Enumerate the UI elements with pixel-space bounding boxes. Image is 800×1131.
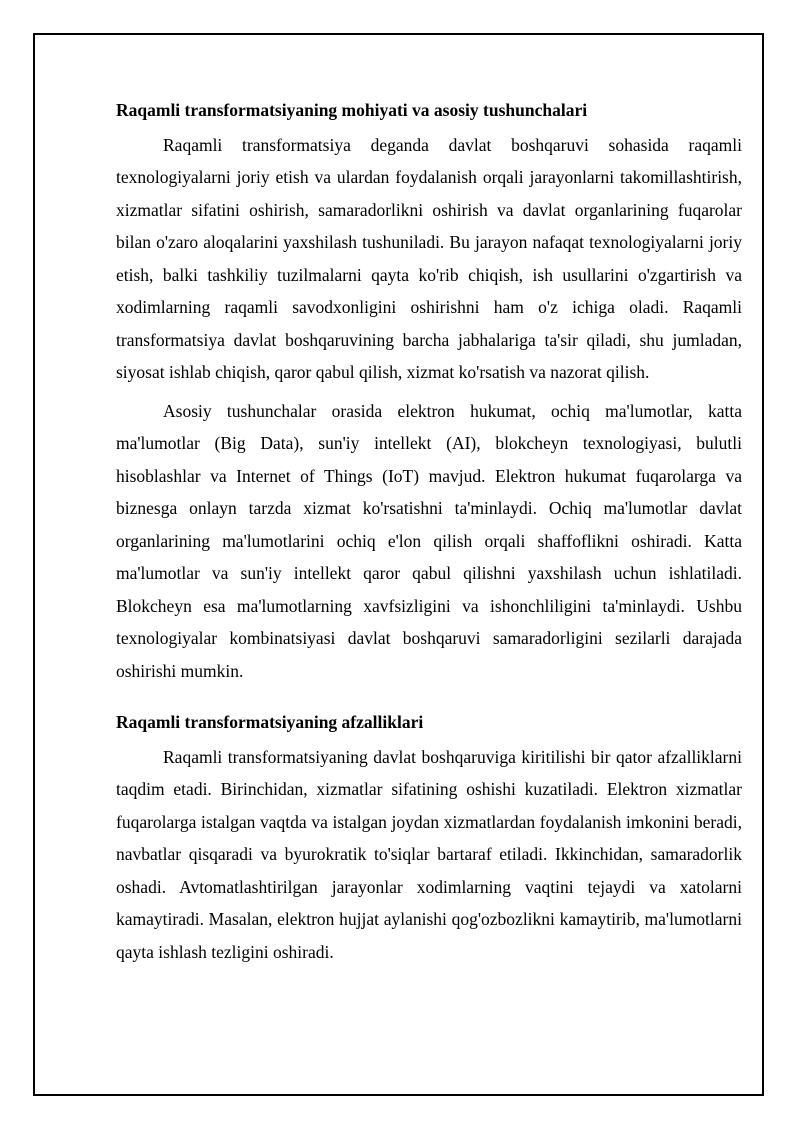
document-body bbox=[116, 94, 742, 968]
paragraph-key-concepts: Asosiy tushunchalar orasida elektron hukumat, ochiq ma'lumotlar, katta ma'lumotlar (Big Data), sun'iy intellekt (AI), blokcheyn texnologiyasi, bulutli hisoblashlar va Internet of Things (IoT) mavjud. Elektron hukumat fuqarolarga va biznesga onlayn tarzda xizmat ko'rsatishni ta'minlaydi. Ochiq ma'lumotlar davlat organlarining ma'lumotlarini ochiq e'lon qilish orqali shaffoflikni oshiradi. Katta ma'lumotlar va sun'iy intellekt qaror qabul qilishni yaxshilash uchun ishlatiladi. Blokcheyn esa ma'lumotlarning xavfsizligini va ishonchliligini ta'minlaydi. Ushbu texnologiyalar kombinatsiyasi davlat boshqaruvi samaradorligini sezilarli darajada oshirishi mumkin. bbox=[116, 400, 742, 681]
section-heading-advantages: Raqamli transformatsiyaning afzalliklari bbox=[116, 712, 424, 732]
section-heading-essence: Raqamli transformatsiyaning mohiyati va asosiy tushunchalari bbox=[116, 100, 588, 120]
paragraph-advantages: Raqamli transformatsiyaning davlat boshqaruviga kiritilishi bir qator afzalliklarni taqdim etadi. Birinchidan, xizmatlar sifatining oshishi kuzatiladi. Elektron xizmatlar fuqarolarga istalgan vaqtda va istalgan joydan xizmatlardan foydalanish imkonini beradi, navbatlar qisqaradi va byurokratik to'siqlar bartaraf etiladi. Ikkinchidan, samaradorlik oshadi. Avtomatlashtirilgan jarayonlar xodimlarning vaqtini tejaydi va xatolarni kamaytiradi. Masalan, elektron hujjat aylanishi qog'ozbozlikni kamaytirib, ma'lumotlarni qayta ishlash tezligini oshiradi. bbox=[116, 746, 742, 962]
paragraph-definition: Raqamli transformatsiya deganda davlat boshqaruvi sohasida raqamli texnologiyalarni joriy etish va ulardan foydalanish orqali jarayonlarni takomillashtirish, xizmatlar sifatini oshirish, samaradorlikni oshirish va davlat organlarining fuqarolar bilan o'zaro aloqalarini yaxshilash tushuniladi. Bu jarayon nafaqat texnologiyalarni joriy etish, balki tashkiliy tuzilmalarni qayta ko'rib chiqish, ish usullarini o'zgartirish va xodimlarning raqamli savodxonligini oshirishni ham o'z ichiga oladi. Raqamli transformatsiya davlat boshqaruvining barcha jabhalariga ta'sir qiladi, shu jumladan, siyosat ishlab chiqish, qaror qabul qilish, xizmat ko'rsatish va nazorat qilish. bbox=[116, 134, 742, 382]
